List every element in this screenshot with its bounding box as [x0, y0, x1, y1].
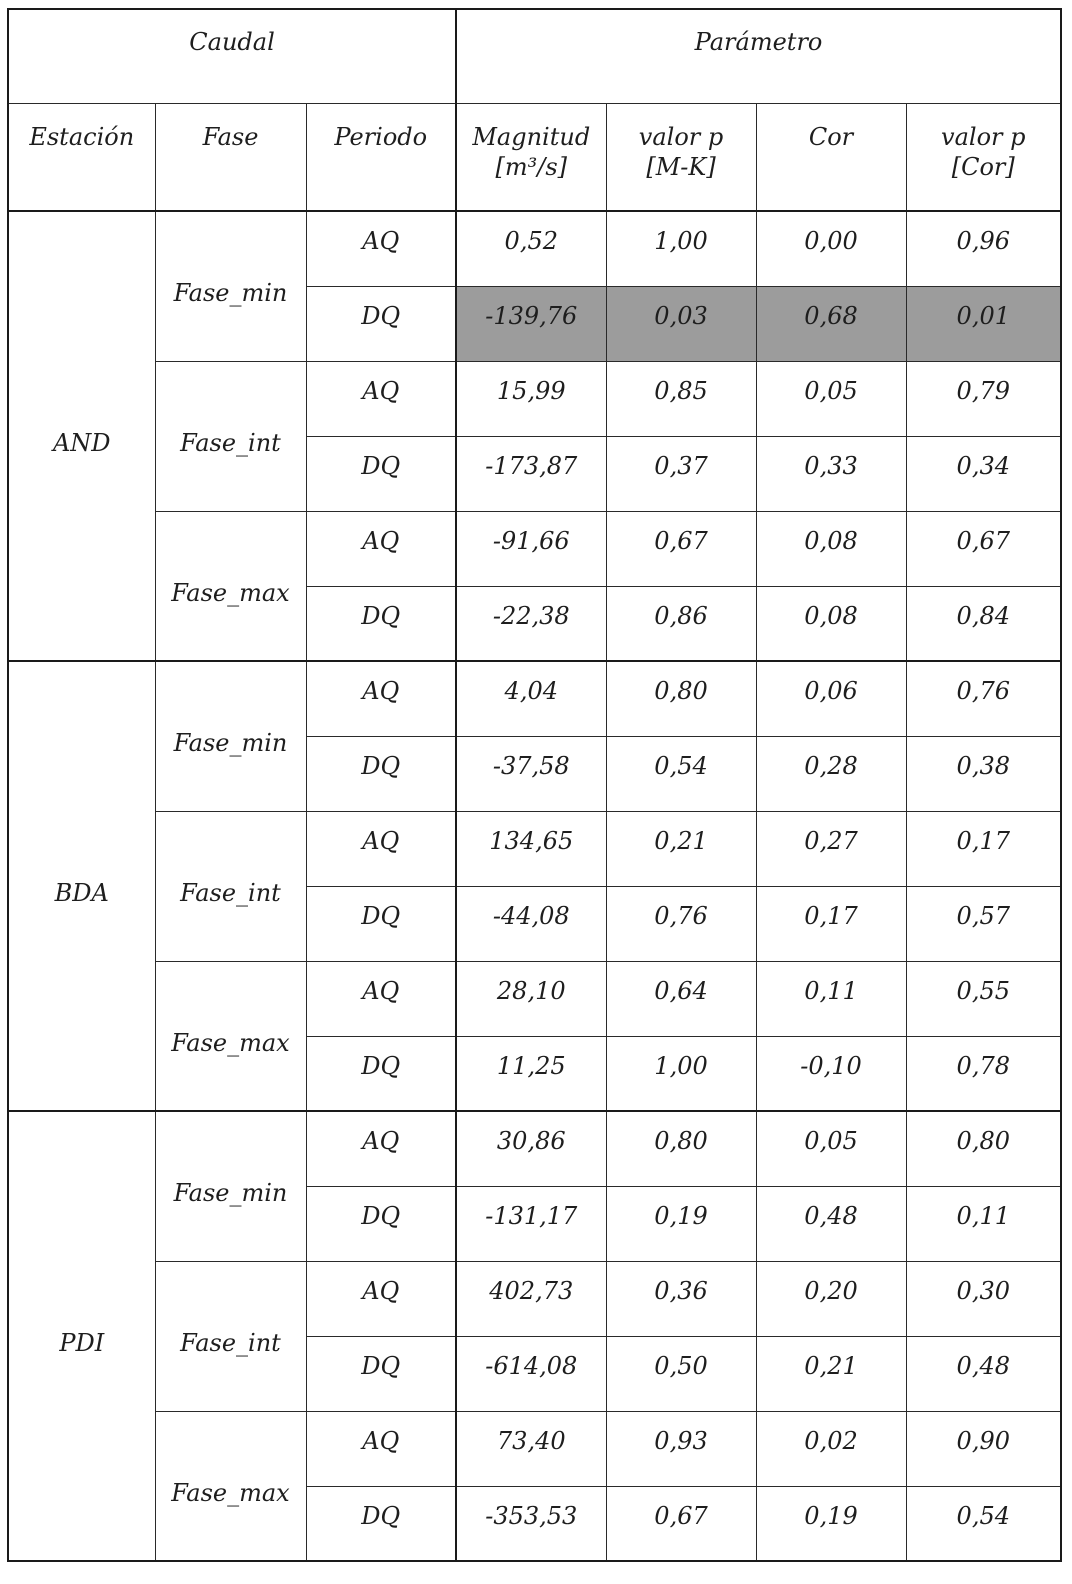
periodo-cell: AQ [306, 511, 456, 586]
periodo-cell: DQ [306, 1036, 456, 1111]
table-row [8, 661, 1061, 736]
valor-p-mk-cell: 0,67 [606, 1486, 756, 1561]
fase-cell: Fase_max [155, 961, 306, 1111]
valor-p-mk-cell: 0,36 [606, 1261, 756, 1336]
valor-p-mk-cell: 0,85 [606, 361, 756, 436]
periodo-cell: DQ [306, 1336, 456, 1411]
cor-cell: 0,28 [756, 736, 906, 811]
table-row [8, 1411, 1061, 1486]
valor-p-mk-cell: 0,37 [606, 436, 756, 511]
header-valor-p-mk [606, 104, 756, 212]
magnitud-cell: -614,08 [456, 1336, 606, 1411]
valor-p-mk-cell: 0,86 [606, 586, 756, 661]
periodo-cell: AQ [306, 961, 456, 1036]
magnitud-cell: 11,25 [456, 1036, 606, 1111]
fase-cell: Fase_min [155, 661, 306, 811]
valor-p-cor-cell: 0,67 [906, 511, 1061, 586]
header-valor-p-mk-label: valor p [638, 123, 724, 151]
valor-p-mk-cell: 0,03 [606, 286, 756, 361]
cor-cell: 0,20 [756, 1261, 906, 1336]
magnitud-cell: 30,86 [456, 1111, 606, 1186]
periodo-cell: AQ [306, 1111, 456, 1186]
fase-cell: Fase_max [155, 1411, 306, 1561]
valor-p-cor-cell: 0,79 [906, 361, 1061, 436]
cor-cell: 0,11 [756, 961, 906, 1036]
periodo-cell: DQ [306, 1486, 456, 1561]
header-periodo-label: Periodo [334, 123, 428, 151]
table-row [8, 211, 1061, 286]
fase-cell: Fase_min [155, 211, 306, 361]
header-periodo [306, 104, 456, 212]
valor-p-mk-cell: 0,67 [606, 511, 756, 586]
header-magnitud-unit: [m³/s] [495, 153, 568, 181]
cor-cell: -0,10 [756, 1036, 906, 1111]
cor-cell: 0,48 [756, 1186, 906, 1261]
magnitud-cell: 4,04 [456, 661, 606, 736]
valor-p-mk-cell: 0,21 [606, 811, 756, 886]
periodo-cell: DQ [306, 436, 456, 511]
station-cell: PDI [8, 1111, 155, 1561]
header-row-columns [8, 104, 1061, 212]
valor-p-cor-cell: 0,90 [906, 1411, 1061, 1486]
cor-cell: 0,17 [756, 886, 906, 961]
header-fase [155, 104, 306, 212]
valor-p-cor-cell: 0,30 [906, 1261, 1061, 1336]
magnitud-cell: 0,52 [456, 211, 606, 286]
periodo-cell: DQ [306, 1186, 456, 1261]
valor-p-cor-cell: 0,34 [906, 436, 1061, 511]
magnitud-cell: -173,87 [456, 436, 606, 511]
valor-p-cor-cell: 0,54 [906, 1486, 1061, 1561]
results-table [7, 8, 1062, 1562]
valor-p-mk-cell: 0,50 [606, 1336, 756, 1411]
magnitud-cell: -91,66 [456, 511, 606, 586]
table-row [8, 511, 1061, 586]
valor-p-mk-cell: 1,00 [606, 1036, 756, 1111]
valor-p-cor-cell: 0,84 [906, 586, 1061, 661]
header-valor-p-cor [906, 104, 1061, 212]
table-row [8, 1261, 1061, 1336]
header-caudal: Caudal [8, 9, 456, 104]
periodo-cell: DQ [306, 286, 456, 361]
fase-cell: Fase_max [155, 511, 306, 661]
cor-cell: 0,19 [756, 1486, 906, 1561]
valor-p-mk-cell: 0,80 [606, 1111, 756, 1186]
periodo-cell: AQ [306, 661, 456, 736]
magnitud-cell: -131,17 [456, 1186, 606, 1261]
periodo-cell: DQ [306, 886, 456, 961]
periodo-cell: DQ [306, 736, 456, 811]
fase-cell: Fase_int [155, 1261, 306, 1411]
magnitud-cell: -44,08 [456, 886, 606, 961]
magnitud-cell: 73,40 [456, 1411, 606, 1486]
valor-p-cor-cell: 0,11 [906, 1186, 1061, 1261]
fase-cell: Fase_int [155, 361, 306, 511]
header-valor-p-cor-sub: [Cor] [951, 153, 1015, 181]
valor-p-cor-cell: 0,57 [906, 886, 1061, 961]
header-valor-p-cor-label: valor p [941, 123, 1026, 151]
station-cell: AND [8, 211, 155, 661]
valor-p-cor-cell: 0,76 [906, 661, 1061, 736]
valor-p-cor-cell: 0,78 [906, 1036, 1061, 1111]
magnitud-cell: 15,99 [456, 361, 606, 436]
header-estacion [8, 104, 155, 212]
header-magnitud [456, 104, 606, 212]
cor-cell: 0,27 [756, 811, 906, 886]
cor-cell: 0,00 [756, 211, 906, 286]
periodo-cell: AQ [306, 361, 456, 436]
magnitud-cell: 28,10 [456, 961, 606, 1036]
table-row [8, 811, 1061, 886]
cor-cell: 0,05 [756, 361, 906, 436]
valor-p-cor-cell: 0,96 [906, 211, 1061, 286]
fase-cell: Fase_min [155, 1111, 306, 1261]
valor-p-cor-cell: 0,80 [906, 1111, 1061, 1186]
cor-cell: 0,21 [756, 1336, 906, 1411]
header-cor [756, 104, 906, 212]
valor-p-mk-cell: 1,00 [606, 211, 756, 286]
valor-p-mk-cell: 0,76 [606, 886, 756, 961]
periodo-cell: DQ [306, 586, 456, 661]
cor-cell: 0,05 [756, 1111, 906, 1186]
valor-p-mk-cell: 0,19 [606, 1186, 756, 1261]
header-cor-label: Cor [808, 123, 854, 151]
fase-cell: Fase_int [155, 811, 306, 961]
valor-p-cor-cell: 0,38 [906, 736, 1061, 811]
valor-p-cor-cell: 0,55 [906, 961, 1061, 1036]
cor-cell: 0,06 [756, 661, 906, 736]
header-row-groups [8, 9, 1061, 104]
valor-p-cor-cell: 0,01 [906, 286, 1061, 361]
magnitud-cell: -353,53 [456, 1486, 606, 1561]
table-row [8, 361, 1061, 436]
periodo-cell: AQ [306, 211, 456, 286]
valor-p-cor-cell: 0,48 [906, 1336, 1061, 1411]
cor-cell: 0,08 [756, 511, 906, 586]
cor-cell: 0,02 [756, 1411, 906, 1486]
header-estacion-label: Estación [29, 123, 135, 151]
magnitud-cell: -37,58 [456, 736, 606, 811]
periodo-cell: AQ [306, 1411, 456, 1486]
valor-p-mk-cell: 0,54 [606, 736, 756, 811]
magnitud-cell: -22,38 [456, 586, 606, 661]
station-cell: BDA [8, 661, 155, 1111]
cor-cell: 0,68 [756, 286, 906, 361]
magnitud-cell: 134,65 [456, 811, 606, 886]
header-fase-label: Fase [202, 123, 259, 151]
valor-p-mk-cell: 0,93 [606, 1411, 756, 1486]
cor-cell: 0,33 [756, 436, 906, 511]
periodo-cell: AQ [306, 811, 456, 886]
magnitud-cell: -139,76 [456, 286, 606, 361]
valor-p-cor-cell: 0,17 [906, 811, 1061, 886]
valor-p-mk-cell: 0,80 [606, 661, 756, 736]
table-row [8, 961, 1061, 1036]
header-valor-p-mk-sub: [M-K] [646, 153, 716, 181]
valor-p-mk-cell: 0,64 [606, 961, 756, 1036]
cor-cell: 0,08 [756, 586, 906, 661]
header-parametro: Parámetro [456, 9, 1061, 104]
periodo-cell: AQ [306, 1261, 456, 1336]
table-row [8, 1111, 1061, 1186]
magnitud-cell: 402,73 [456, 1261, 606, 1336]
header-magnitud-label: Magnitud [472, 123, 591, 151]
table-body [8, 211, 1061, 1561]
